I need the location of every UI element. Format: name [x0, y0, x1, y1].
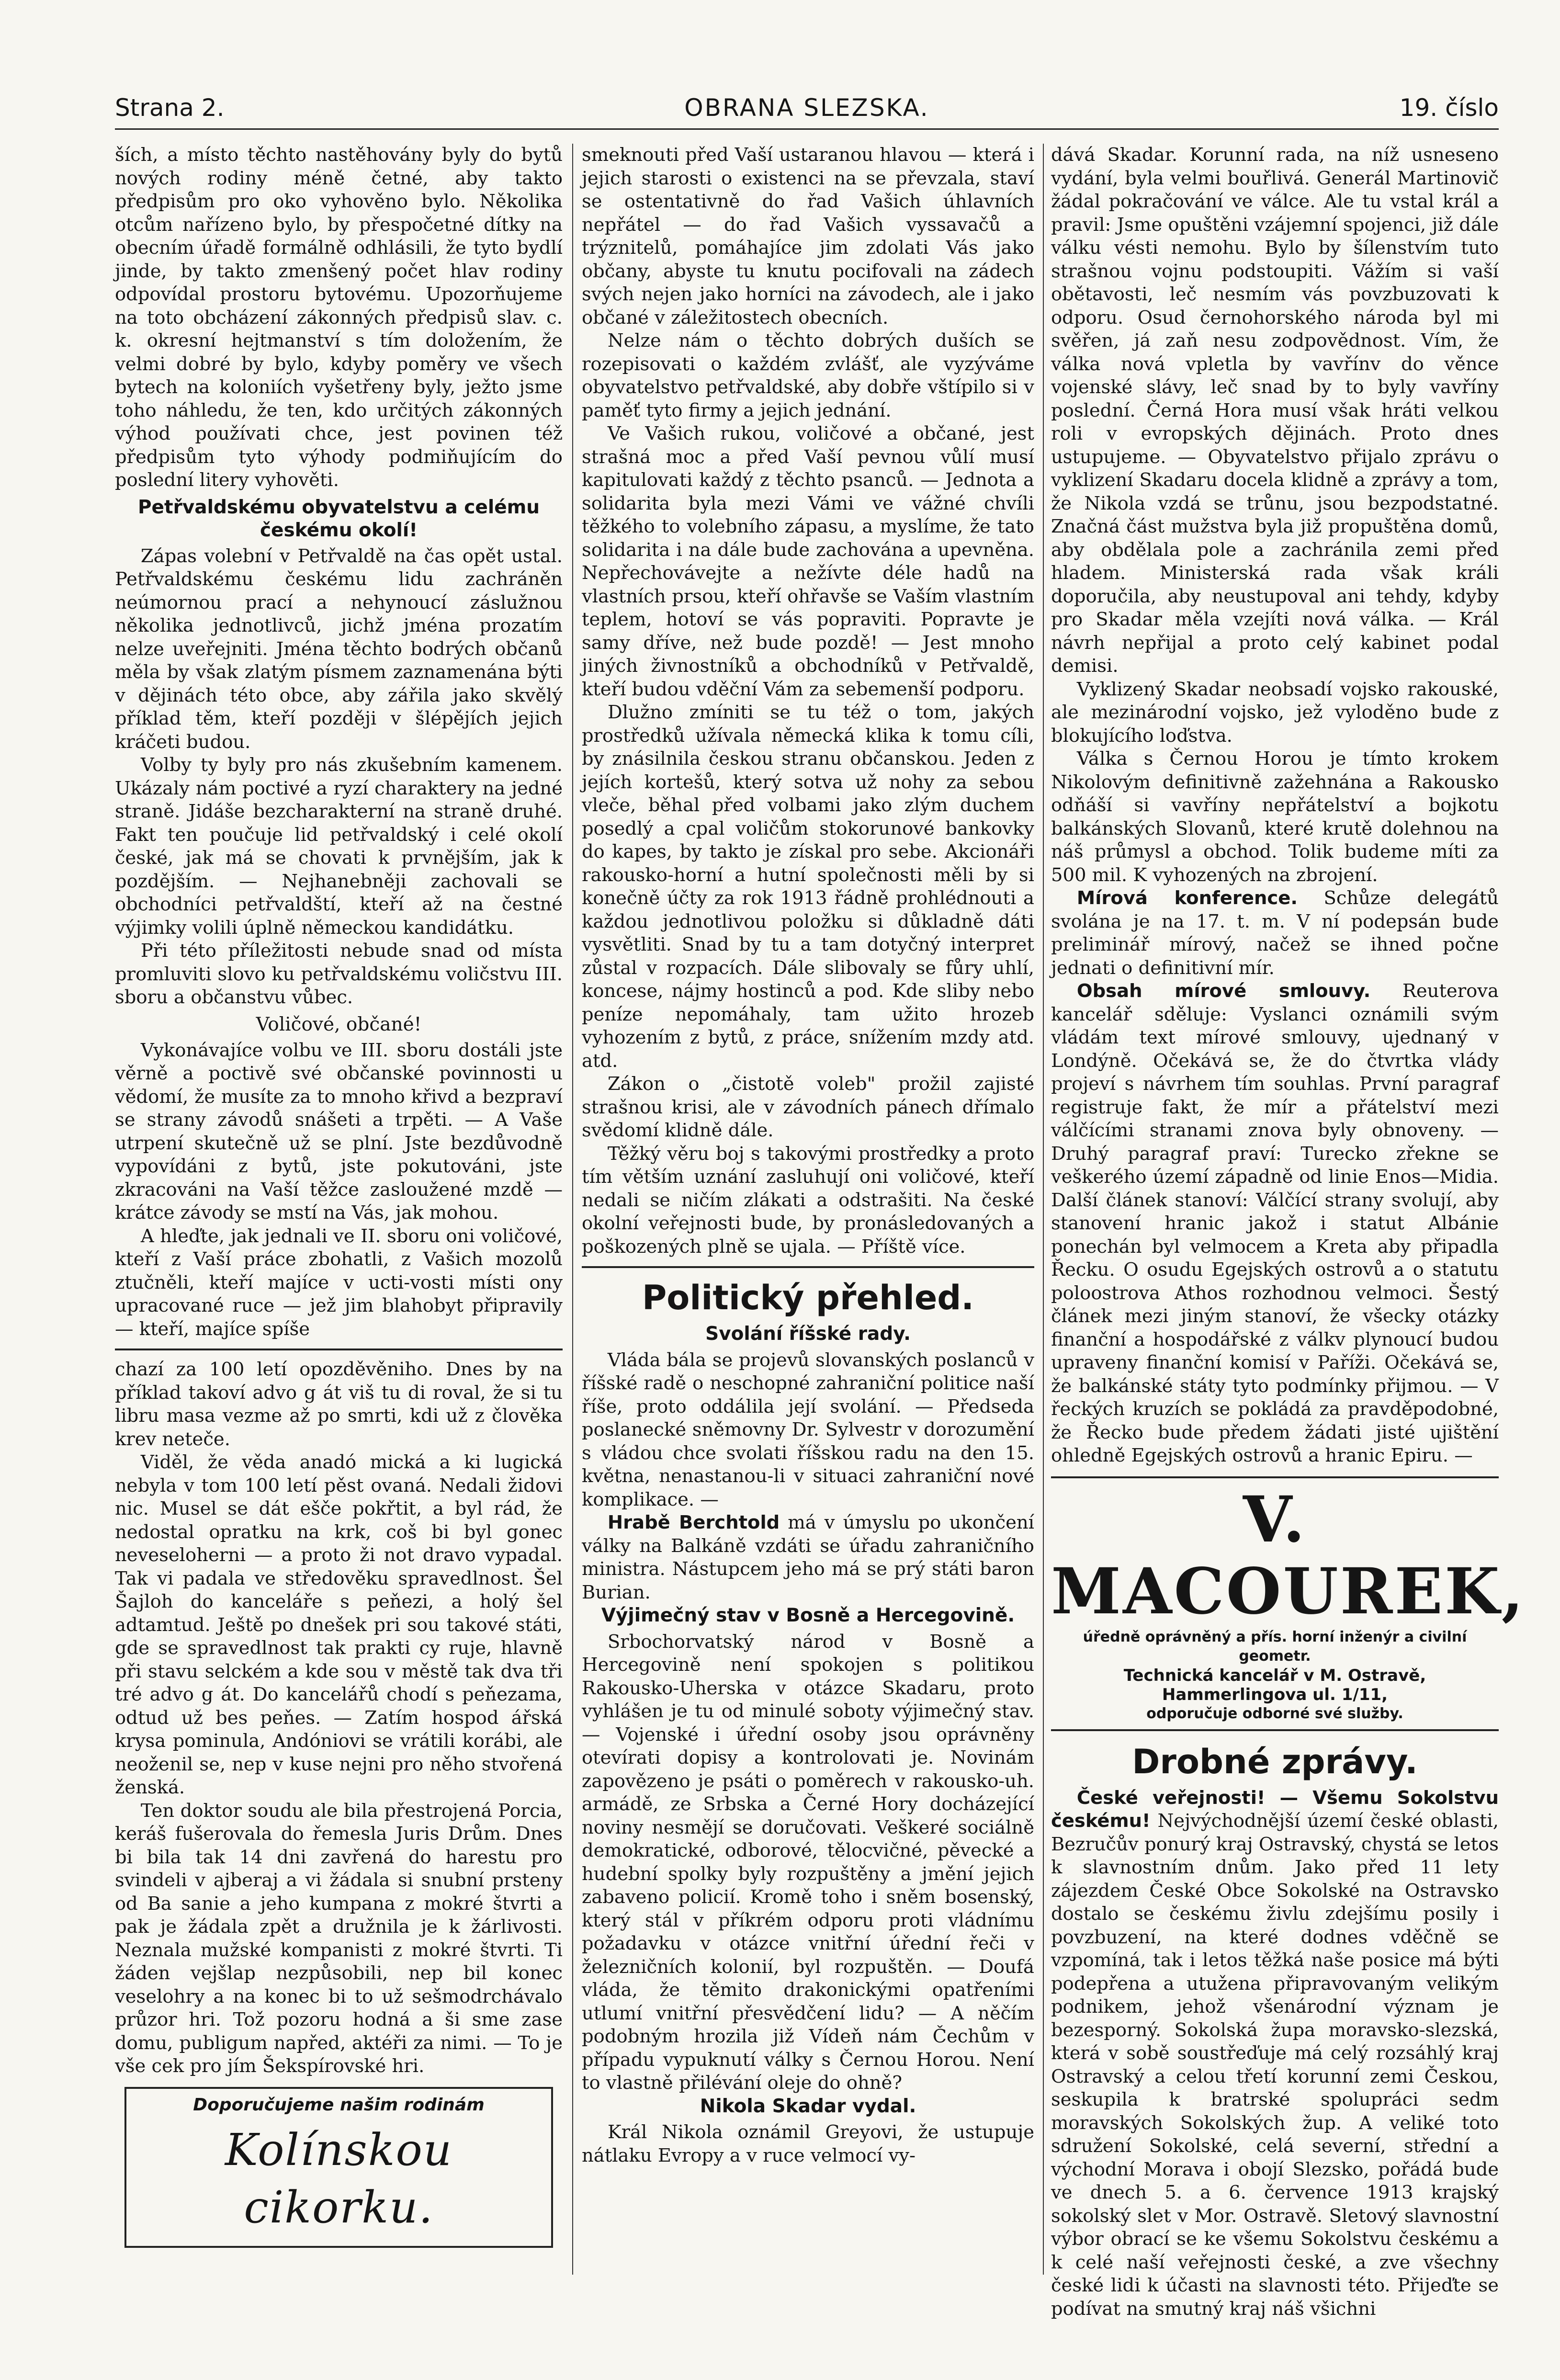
article-paragraph: Zápas volební v Petřvaldě na čas opět ustal. Petřvaldskému českému lidu zachráněn neúmornou prací a nehynoucí záslužnou několika jednotlivců, jichž jména prozatím nelze uveřejniti. Jména těchto bodrých občanů měla by však zlatým písmem zaznamenána býti v dějinách této obce, aby zářila jako skvělý příklad těm, kteří později v šlépějích jejich kráčeti budou. [115, 545, 563, 753]
article-paragraph: Těžký věru boj s takovými prostředky a proto tím větším uznání zasluhují oni voličové, kteří nedali se ničím zlákati a odstrašiti. Na české okolní veřejnosti bude, by pronásledovaných a poškozených plně se ujala. — Příště více. [582, 1143, 1034, 1258]
paragraph-text: Reuterova kancelář sděluje: Vyslanci oznámili svým vládám text mírové smlouvy, ujednaný v Londýně. Očekává se, že do čtvrtka vlády projeví s návrhem tím souhlas. První paragraf registruje fakt, že mír a přátelství mezi válčícími stranami znova byly obnoveny. — Druhý paragraf praví: Turecko zřekne se veškerého území západně od linie Enos—Midia. Další článek stanoví: Válčící strany svolují, aby stanovení hranic jakož i statut Albánie ponechán byl velmocem a Kreta aby připadla Řecku. O osudu Egejských ostrovů a o statutu poloostrova Athos rozhodnou velmoci. Šestý článek mezi jiným stanoví, že všecky otázky finanční a hospodářské z válkv plynoucí budou upraveny finanční komisí v Paříži. Očekává se, že balkánské státy tyto podmínky přijmou. — V řeckých kruzích se pokládá za pravděpodobné, že Řecko bude předem žádati jisté ujištění ohledně Egejských ostrovů a hranic Epiru. — [1051, 980, 1499, 1466]
newspaper-title: OBRANA SLEZSKA. [684, 94, 929, 122]
lead-in: Hrabě Berchtold [607, 1512, 780, 1533]
section-heading: Petřvaldskému obyvatelstvu a celému českému okolí! [137, 496, 540, 541]
ad-firm-name: V. MACOUREK, [1051, 1482, 1526, 1629]
column-divider [572, 144, 573, 2275]
article-paragraph: Při této příležitosti nebude snad od místa promluviti slovo ku petřvaldskému voličstvu III. sboru a občanstvu vůbec. [115, 940, 563, 1008]
subsection-heading: Svolání říšské rady. [705, 1323, 911, 1345]
section-rule [115, 1349, 563, 1350]
ad-product: Kolínskou cikorku. [225, 2124, 453, 2233]
article-paragraph: ších, a místo těchto nastěhovány byly do bytů nových rodiny méně četné, aby takto předpisům pro oko vyhověno bylo. Několika otcům nařízeno bylo, by přespočetné dítky na obecním úřadě formálně odhlásili, že tyto bydlí jinde, by takto zmenšený počet hlav rodiny odpovídal prostoru bytovému. Upozorňujeme na toto obcházení zákonných předpisů slav. c. k. okresní hejtmanství s tím doložením, že velmi dobré by bylo, kdyby poměry ve všech bytech na koloniích vyšetřeny byly, ježto jsme toho náhledu, že ten, kdo určitých zákonných výhod používati chce, jest povinen též předpisům tyto výhody podmiňujícím do poslední litery vyhověti. [115, 144, 563, 491]
article-paragraph: A hleďte, jak jednali ve II. sboru oni voličové, kteří z Vaší práce zbohatli, z Vašich mozolů ztučněli, kteří majíce v ucti-vosti místi ony upracované ruce — jež jim blahobyt připravily — kteří, majíce spíše [115, 1225, 563, 1340]
article-paragraph [1051, 887, 1499, 980]
column-3 [1051, 144, 1526, 2321]
article-paragraph: chazí za 100 letí opozděvěniho. Dnes by na příklad takoví advo g át viš tu di roval, že si tu libru masa vezme až po smrti, kdi už z člověka krev neteče. [115, 1359, 563, 1450]
article-paragraph: Volby ty byly pro nás zkušebním kamenem. Ukázaly nám poctivé a ryzí charaktery na jedné straně. Jidáše bezcharakterní na straně druhé. Fakt ten poučuje lid petřvaldský i celé okolí české, jak má se chovati k prvnějším, jak k pozdějším. — Nejhanebněji zachovali se obchodníci petřvaldští, kteří až na čestné výjimky volili úplně německou kandidátku. [115, 754, 563, 939]
article-paragraph [582, 1511, 1034, 1604]
issue-number: 19. číslo [1399, 94, 1499, 122]
column-divider [1043, 144, 1044, 2275]
subsection-heading: Výjimečný stav v Bosně a Hercegovině. [601, 1605, 1015, 1626]
article-paragraph [1051, 1787, 1499, 2321]
section-rule [582, 1266, 1034, 1268]
section-heading: Voličové, občané! [256, 1013, 422, 1035]
header-rule [115, 128, 1499, 130]
lead-in: České veřejnosti! — Všemu Sokolstvu českému! [1051, 1787, 1499, 1832]
ad-line: Technická kancelář v M. Ostravě, Hammerlingova ul. 1/11, [1123, 1666, 1426, 1704]
column-1 [115, 144, 563, 2248]
article-paragraph: Vykonávajíce volbu ve III. sboru dostáli jste věrně a poctivě své občanské povinnosti u vědomí, že musíte za to mnoho křivd a bezpraví se strany závodů snášeti a trpěti. — A Vaše utrpení skutečně už se plní. Jste bezdůvodně vypovídáni z bytů, jste pokutováni, jste zkracováni na Vaší těžce zasloužené mzdě — krátce závody se mstí na Vás, jak mohou. [115, 1039, 563, 1224]
subsection-heading: Nikola Skadar vydal. [700, 2095, 916, 2117]
lead-in: Mírová konference. [1076, 887, 1298, 909]
article-paragraph: Ten doktor soudu ale bila přestrojená Porcia, keráš fušerovala do řemesla Juris Drům. Dnes bi bila tak 14 dni zavřená do harestu pro svindeli v ajberaj a vi žádala si snubní prsteny od Ba sanie a jeho kumpana z mokré štvrti a pak je žádala zpět a družnila je k žárlivosti. Neznala mužské kompanisti z mokré štvrti. Ti žáden vejšlap nezpůsobili, nep bil konec veselohry a na konec bi to už sešmodrchávalo průzor hri. Tož pozoru hodná a ši sme zase domu, publigum napřed, aktéři za nimi. — To je vše cek pro jím Šekspírovské hri. [115, 1800, 563, 2077]
article-paragraph: Zákon o „čistotě voleb" prožil zajisté strašnou krisi, ale v závodních pánech dřímalo svědomí klidně dále. [582, 1073, 1034, 1141]
ad-tagline: Doporučujeme našim rodinám [193, 2095, 485, 2115]
section-title: Politický přehled. [642, 1278, 974, 1317]
article-paragraph: Ve Vašich rukou, voličové a občané, jest strašná moc a před Vaší pevnou vůlí musí kapitulovati každý z těchto psanců. — Jednota a solidarita byla mezi Vámi ve vážné chvíli těžkého to volebního zápasu, a myslíme, že tato solidarita i na dále bude zachována a upevněna. Nepřechovávejte a nežívte déle hadů na vlastních prsou, kteří ohřavše se Vaším vlastním teplem, hotoví se vás popraviti. Popravte je samy dříve, než bude pozdě! — Jest mnoho jiných živnostníků a obchodníků v Petřvaldě, kteří budou vděční Vám za sebemenší podporu. [582, 423, 1034, 700]
advertisement-box [124, 2087, 553, 2248]
advertisement [1051, 1476, 1526, 1731]
paragraph-text: má v úmyslu po ukončení války na Balkáně vzdáti se úřadu zahraničního ministra. Nástupcem jeho má se prý státi baron Burian. [582, 1512, 1034, 1603]
article-paragraph: Vyklizený Skadar neobsadí vojsko rakouské, ale mezinárodní vojsko, jež vyloděno bude z blokujícího loďstva. [1051, 678, 1499, 747]
article-paragraph: Srbochorvatský národ v Bosně a Hercegovině není spokojen s politikou Rakousko-Uherska v otázce Skadaru, proto vyhlášen je tu od minulé soboty výjimečný stav. — Vojenské i úřední osoby jsou oprávněny otevírati dopisy a kontrolovati je. Novinám zapovězeno je psáti o poměrech v rakousko-uh. armádě, ze Srbska a Černé Hory docházející noviny nesmějí se doručovati. Veškeré sociálně demokratické, odborové, tělocvičné, pěvecké a hudební spolky byly rozpuštěny a jmění jejich zabaveno policií. Kromě toho i sněm bosenský, který stál v příkrém odporu proti vládnímu požadavku v otázce vnitřní úřední řeči v železničních kolonií, byl rozpuštěn. — Doufá vláda, že těmito drakonickými opatřeními utlumí vnitřní přesvědčení lidu? — A něčím podobným hrozila již Vídeň nám Čechům v případu vypuknutí války s Černou Horou. Není to vlastně přilévání oleje do ohně? [582, 1631, 1034, 2094]
page-header [115, 93, 1499, 127]
article-paragraph: Král Nikola oznámil Greyovi, že ustupuje nátlaku Evropy a v ruce velmocí vy- [582, 2121, 1034, 2166]
ad-line: odporučuje odborné své služby. [1146, 1705, 1403, 1722]
article-paragraph [1051, 980, 1499, 1468]
article-paragraph: Viděl, že věda anadó mická a ki lugická nebyla v tom 100 letí pěst ovaná. Nedali židovi nic. Musel se dát ešče pokřtit, a byl rád, že nedostal opratku na krk, coš bi byl gonec neveseloherni — a proto ži not dravo vypadal. Tak vi padala ve středověku spravedlnost. Šel Šajloh do kanceláře s peňezi, a holý šel adtamtud. Ještě po dnešek pri sou takové státi, gde se spravedlnost tak prakti cy ruje, hlavně při stavu selckém a kde sou v městě tak dva tři tré advo g át. Do kancelářů chodí s peňezama, odtud už bes peňes. — Zatím hospod ářská krysa pominula, Andóniovi se vrátili korábi, ale neoženil se, nep v kuse nejni pro něho stvořená ženská. [115, 1451, 563, 1798]
article-paragraph: Dlužno zmíniti se tu též o tom, jakých prostředků užívala německá klika k tomu cíli, by znásilnila českou stranu občanskou. Jeden z jejích kortešů, který sotva už nohy za sebou vleče, běhal před volbami jako zlým duchem posedlý a cpal voličům stokorunové bankovky do kapes, by takto je získal pro sebe. Akcionáři rakousko-horní a hutní společnosti měli by si konečně účty za rok 1913 řádně prohlédnouti a každou jednotlivou položku si důkladně dáti vysvětliti. Snad by tu a tam dotyčný interpret zůstal v rozpacích. Dále slibovaly se fůry uhlí, koncese, nájmy hostinců a pod. Kde sliby nebo peníze nepomáhaly, tam užito hrozeb vyhozením z bytů, z práce, snížením mzdy atd. atd. [582, 702, 1034, 1072]
lead-in: Obsah mírové smlouvy. [1076, 980, 1371, 1002]
article-paragraph: Vláda bála se projevů slovanských poslanců v říšské radě o neschopné zahraniční politice naší říše, proto oddálila její svolání. — Předseda poslanecké sněmovny Dr. Sylvestr v dorozumění s vládou chce svolati říšskou radu na den 15. května, nenastanou-li v situaci zahraniční nové komplikace. — [582, 1349, 1034, 1510]
article-paragraph: Nelze nám o těchto dobrých duších se rozepisovati o každém zvlášť, ale vyzýváme obyvatelstvo petřvaldské, aby dobře vštípilo si v paměť tyto firmy a jejich jednání. [582, 330, 1034, 421]
section-title: Drobné zprávy. [1132, 1742, 1418, 1781]
paragraph-text: Nejvýchodnější území české oblasti, Bezručův ponurý kraj Ostravský, chystá se letos k slavnostním dnům. Jako před 11 lety zájezdem České Obce Sokolské na Ostravsko dostalo se českému živlu zdejšímu posily i povzbuzení, na které dodnes vděčně se vzpomíná, tak i letos těžká naše posice má býti podepřena a utužena připravovaným velikým podnikem, jehož všenárodní význam je bezesporný. Sokolská župa moravsko-slezská, která v sobě soustřeďuje má celý rozsáhlý kraj Ostravský a celou třetí korunní zemi Českou, seskupila k bratrské spolupráci sedm moravských Sokolských žup. A veliké toto sdružení Sokolské, celá severní, střední a východní Morava i obojí Slezsko, pořádá bude ve dnech 5. a 6. července 1913 krajský sokolský slet v Mor. Ostravě. Sletový slavnostní výbor obrací se ke všemu Sokolstvu českému a k celé naší veřejnosti české, a zve všechny české lidi k účasti na slavnosti této. Přijeďte se podívat na smutný kraj náš všichni [1051, 1810, 1499, 2320]
article-paragraph: Válka s Černou Horou je tímto krokem Nikolovým definitivně zažehnána a Rakousko odňáší si vavříny nepřátelství a bojkotu balkánských Slovanů, které krutě dolehnou na náš průmysl a obchod. Tolik budeme míti za 500 mil. K vyhozených na zbrojení. [1051, 748, 1499, 886]
page-number: Strana 2. [115, 94, 225, 122]
article-paragraph: dává Skadar. Korunní rada, na níž usneseno vydání, byla velmi bouřlivá. Generál Martinovič žádal pokračování ve válce. Ale tu vstal král a pravil: Jsme opuštěni vzájemní spojenci, již dále válku vésti nemohu. Bylo by šílenstvím tuto strašnou vojnu podstoupiti. Vážím si vaší obětavosti, leč nesmím vás povzbuzovati k odporu. Osud černohorského národa byl mi svěřen, já zaň nesu zodpovědnost. Vím, že válka nová vpletla by vavřínv do věnce vojenské slávy, leč snad by to byly vavříny poslední. Černá Hora musí však hráti velkou roli v evropských dějinách. Proto dnes ustupujeme. — Obyvatelstvo přijalo zprávu o vyklizení Skadaru docela klidně a zprávy a tom, že Nikola vzdá se trůnu, jsou bezpodstatné. Značná část mužstva byla již propuštěna domů, aby obdělala pole a zachránila zemi před hladem. Ministerská rada však králi doporučila, aby neustupoval ani tehdy, kdyby pro Skadar měla vzejíti nová válka. — Král návrh nepřijal a proto celý kabinet podal demisi. [1051, 144, 1499, 677]
article-paragraph: smeknouti před Vaší ustaranou hlavou — která i jejich starosti o existenci na se převzala, staví se ostentativně do řad Vašich úhlavních nepřátel — do řad Vašich vyssavačů a trýznitelů, pomáhajíce jim zdolati Vás jako občany, abyste tu knutu pocifovali na zádech svých nejen jako horníci na závodech, ale i jako občané v záležitostech obecních. [582, 144, 1034, 329]
ad-line: úředně oprávněný a přís. horní inženýr a civilní geometr. [1083, 1628, 1467, 1665]
paragraph-text: Schůze delegátů svolána je na 17. t. m. V ní podepsán bude preliminář mírový, načež se ihned počne jednati o definitivní mír. [1051, 887, 1499, 979]
column-2 [582, 144, 1034, 2167]
